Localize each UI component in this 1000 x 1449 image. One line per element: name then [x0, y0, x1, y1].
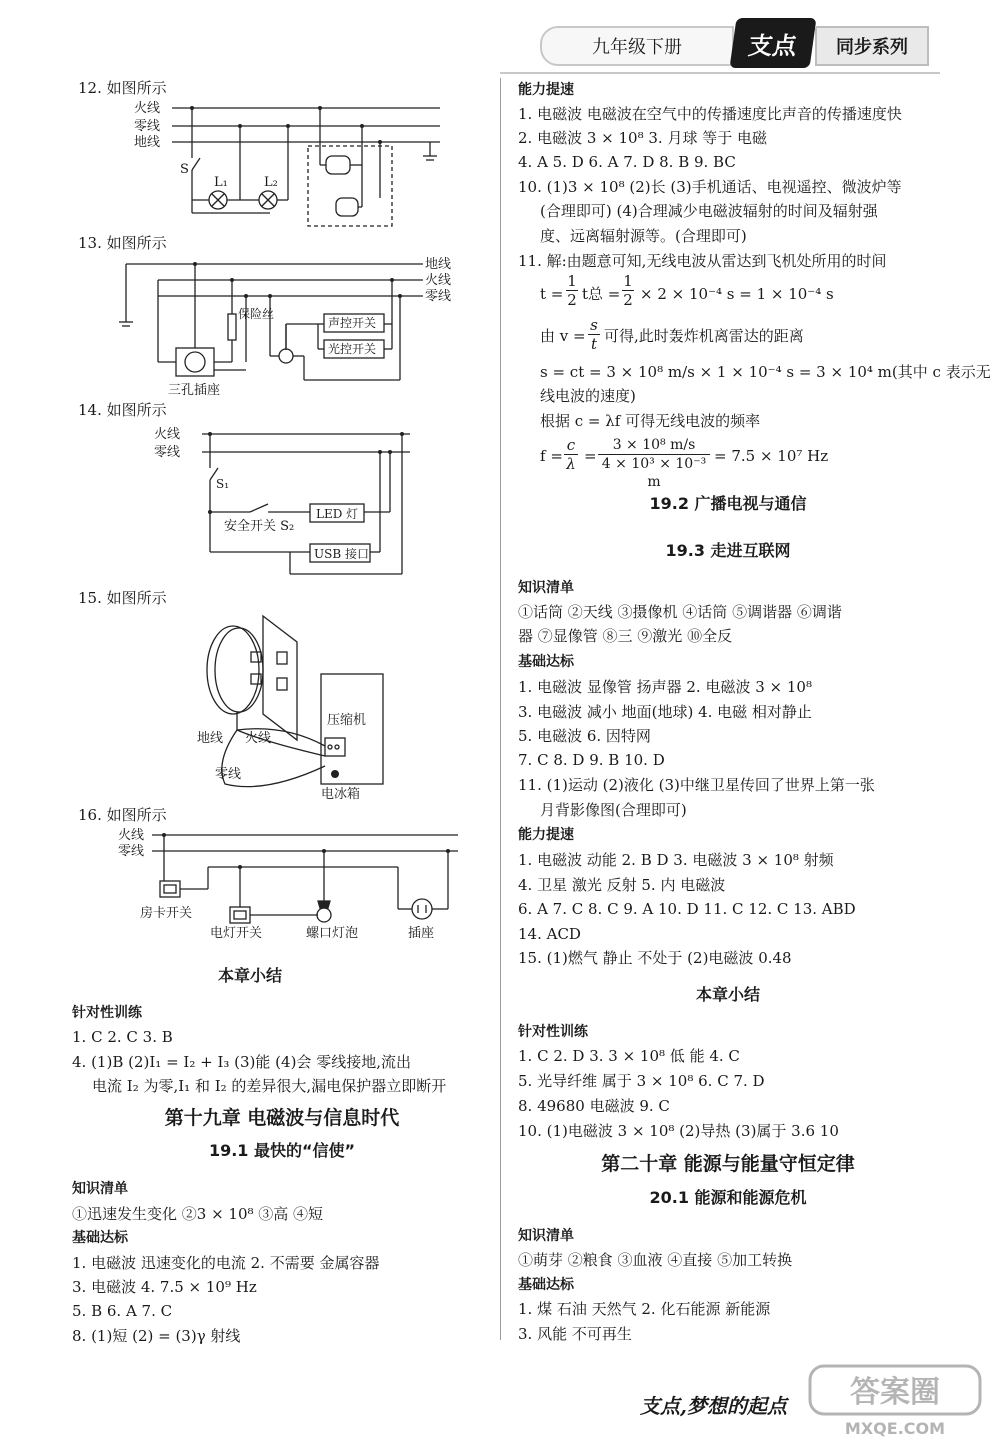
q12-title: 12. 如图所示 [78, 79, 167, 97]
right-c11a: 11. (1)运动 (2)液化 (3)中继卫星传回了世界上第一张 [518, 776, 875, 794]
right-c11b: 月背影像图(合理即可) [540, 801, 687, 819]
right-a1: 1. 电磁波 电磁波在空气中的传播速度比声音的传播速度快 [518, 105, 902, 123]
watermark-text: 答案圈 [850, 1375, 940, 1410]
left-knowledge-heading: 知识清单 [72, 1181, 128, 1197]
formula-5-fraction-1 [564, 436, 578, 473]
watermark [800, 1360, 990, 1440]
left-knowledge-line: ①迅速发生变化 ②3 × 10⁸ ③高 ④短 [72, 1205, 324, 1223]
right-a10a: 10. (1)3 × 10⁸ (2)长 (3)手机通话、电视遥控、微波炉等 [518, 178, 902, 196]
formula-5-numerator-1: c [566, 436, 576, 454]
right-a11: 11. 解:由题意可知,无线电波从雷达到飞机处所用的时间 [518, 252, 887, 270]
section-20-1-title: 20.1 能源和能源危机 [649, 1188, 807, 1207]
right-knowledge3-heading: 知识清单 [518, 1228, 574, 1244]
q13-fuse-label: 保险丝 [238, 307, 275, 321]
series-label: 同步系列 [815, 26, 929, 66]
right-a2: 2. 电磁波 3 × 10⁸ 3. 月球 等于 电磁 [518, 129, 767, 147]
q12-l1-label: L₁ [214, 175, 228, 190]
q12-circuit-diagram [130, 98, 450, 233]
right-knowledge-heading: 知识清单 [518, 580, 574, 596]
right-e5: 5. 光导纤维 属于 3 × 10⁸ 6. C 7. D [518, 1072, 765, 1090]
q13-fire-label: 火线 [425, 273, 452, 288]
q15-fridge-label: 电冰箱 [321, 787, 361, 802]
formula-2-numerator: s [590, 316, 598, 334]
right-practice-heading: 针对性训练 [518, 1024, 588, 1040]
q12-switch-label: S [180, 162, 189, 177]
formula-5-rhs: = 7.5 × 10⁷ Hz [714, 447, 829, 465]
column-divider [500, 78, 501, 1340]
right-a10c: 度、远离辐射源等。(合理即可) [540, 227, 747, 245]
section-19-1-title: 19.1 最快的“信使” [208, 1141, 356, 1160]
q15-fridge-diagram [185, 612, 395, 802]
q13-light-switch-label: 光控开关 [328, 342, 377, 356]
header-rule [500, 72, 940, 74]
right-c7: 7. C 8. D 9. B 10. D [518, 751, 665, 769]
formula-1-fraction-2 [622, 272, 634, 309]
right-a10b: (合理即可) (4)合理减少电磁波辐射的时间及辐射强 [540, 202, 878, 220]
right-d1: 1. 电磁波 动能 2. B D 3. 电磁波 3 × 10⁸ 射频 [518, 851, 834, 869]
q13-ground-label: 地线 [425, 257, 452, 272]
formula-1-numerator: 1 [567, 272, 577, 290]
left-p4b: 电流 I₂ 为零,I₁ 和 I₂ 的差异很大,漏电保护器立即断开 [92, 1077, 447, 1095]
formula-1-mid: t总 = [582, 285, 621, 303]
left-practice-heading: 针对性训练 [72, 1005, 142, 1021]
q16-circuit-diagram [118, 825, 468, 943]
left-basic-heading: 基础达标 [72, 1230, 128, 1246]
right-e10: 10. (1)电磁波 3 × 10⁸ (2)导热 (3)属于 3.6 10 [518, 1122, 839, 1140]
q12-fire-label: 火线 [134, 101, 161, 116]
grade-label: 九年级下册 [540, 26, 734, 66]
left-summary-title: 本章小结 [217, 966, 282, 985]
formula-2-denominator: t [588, 334, 600, 353]
formula-5-lhs: f = [540, 447, 563, 465]
right-d6: 6. A 7. C 8. C 9. A 10. D 11. C 12. C 13. ABD [518, 900, 856, 918]
q14-zero-label: 零线 [154, 445, 181, 460]
formula-2-post: 可得,此时轰炸机离雷达的距离 [604, 327, 804, 345]
q12-zero-label: 零线 [134, 119, 161, 134]
q12-ground-label: 地线 [134, 135, 161, 150]
right-basic3-heading: 基础达标 [518, 1277, 574, 1293]
right-e1: 1. C 2. D 3. 3 × 10⁸ 低 能 4. C [518, 1047, 740, 1065]
right-ability2-heading: 能力提速 [518, 827, 574, 843]
formula-2-fraction [588, 316, 600, 353]
formula-5-eq: = [584, 447, 597, 465]
q15-zero-label: 零线 [215, 767, 242, 782]
right-h3: 3. 风能 不可再生 [518, 1325, 632, 1343]
right-ability-heading: 能力提速 [518, 82, 574, 98]
left-p1: 1. C 2. C 3. B [72, 1028, 173, 1046]
q14-s2-label: 安全开关 S₂ [224, 519, 295, 534]
q16-bulb-label: 螺口灯泡 [306, 926, 359, 941]
chapter-20-title: 第二十章 能源与能量守恒定律 [601, 1153, 855, 1175]
q14-circuit-diagram [150, 422, 420, 582]
right-e8: 8. 49680 电磁波 9. C [518, 1097, 670, 1115]
chapter-19-title: 第十九章 电磁波与信息时代 [164, 1107, 400, 1129]
formula-1-fraction [566, 272, 578, 309]
q13-sound-switch-label: 声控开关 [328, 316, 377, 330]
right-c1: 1. 电磁波 显像管 扬声器 2. 电磁波 3 × 10⁸ [518, 678, 812, 696]
q13-socket-label: 三孔插座 [168, 383, 221, 398]
formula-4: 根据 c = λf 可得无线电波的频率 [540, 412, 761, 430]
formula-5-denominator-2: 4 × 10³ × 10⁻³ m [598, 454, 710, 491]
right-d15: 15. (1)燃气 静止 不处于 (2)电磁波 0.48 [518, 949, 792, 967]
left-b1: 1. 电磁波 迅速变化的电流 2. 不需要 金属容器 [72, 1254, 380, 1272]
formula-1-rhs: × 2 × 10⁻⁴ s = 1 × 10⁻⁴ s [640, 285, 834, 303]
formula-3b: 线电波的速度) [540, 387, 636, 405]
left-p4a: 4. (1)B (2)I₁ = I₂ + I₃ (3)能 (4)会 零线接地,流出 [72, 1053, 411, 1071]
formula-5-numerator-2: 3 × 10⁸ m/s [612, 437, 696, 453]
right-c3: 3. 电磁波 减小 地面(地球) 4. 电磁 相对静止 [518, 703, 812, 721]
q14-s1-label: S₁ [216, 477, 230, 491]
q16-lamp-switch-label: 电灯开关 [210, 926, 263, 941]
q14-usb-label: USB 接口 [314, 547, 369, 561]
q16-title: 16. 如图所示 [78, 806, 167, 824]
watermark-url: MXQE.COM [844, 1419, 946, 1438]
right-basic-heading: 基础达标 [518, 654, 574, 670]
formula-1-denominator-2: 2 [623, 291, 633, 309]
formula-1-lhs: t = [540, 285, 564, 303]
right-c5: 5. 电磁波 6. 因特网 [518, 727, 651, 745]
q16-card-switch-label: 房卡开关 [140, 906, 193, 921]
left-b5: 5. B 6. A 7. C [72, 1302, 173, 1320]
q15-title: 15. 如图所示 [78, 589, 167, 607]
right-g1: ①萌芽 ②粮食 ③血液 ④直接 ⑤加工转换 [518, 1251, 793, 1269]
q16-socket-label: 插座 [408, 926, 435, 941]
formula-3a: s = ct = 3 × 10⁸ m/s × 1 × 10⁻⁴ s = 3 × 10⁴ m(其中 c 表示无 [540, 363, 991, 381]
q14-fire-label: 火线 [154, 427, 181, 442]
right-summary-title: 本章小结 [695, 985, 760, 1004]
formula-2-pre: 由 v = [540, 327, 586, 345]
q14-led-label: LED 灯 [316, 507, 359, 521]
right-d4: 4. 卫星 激光 反射 5. 内 电磁波 [518, 876, 726, 894]
q15-compressor-label: 压缩机 [327, 713, 367, 728]
q12-l2-label: L₂ [264, 175, 278, 190]
q15-fire-label: 火线 [245, 731, 272, 746]
q16-zero-label: 零线 [118, 844, 145, 859]
q16-fire-label: 火线 [118, 828, 145, 843]
formula-5-denominator-1: λ [564, 454, 578, 473]
left-b8: 8. (1)短 (2) = (3)γ 射线 [72, 1327, 241, 1345]
section-19-2-title: 19.2 广播电视与通信 [649, 494, 807, 513]
q13-title: 13. 如图所示 [78, 234, 167, 252]
formula-5-fraction-2 [598, 436, 710, 491]
q13-circuit-diagram [118, 252, 463, 400]
brand-logo: 支点 [729, 18, 816, 68]
right-k1: ①话筒 ②天线 ③摄像机 ④话筒 ⑤调谐器 ⑥调谐 [518, 603, 842, 621]
q13-zero-label: 零线 [425, 289, 452, 304]
right-a4: 4. A 5. D 6. A 7. D 8. B 9. BC [518, 153, 736, 171]
section-19-3-title: 19.3 走进互联网 [665, 541, 791, 560]
formula-1-numerator-2: 1 [623, 272, 633, 290]
footer-slogan: 支点,梦想的起点 [640, 1394, 787, 1418]
q15-ground-label: 地线 [197, 731, 224, 746]
right-h1: 1. 煤 石油 天然气 2. 化石能源 新能源 [518, 1300, 771, 1318]
right-k2: 器 ⑦显像管 ⑧三 ⑨激光 ⑩全反 [518, 627, 733, 645]
formula-1-denominator: 2 [567, 291, 577, 309]
q14-title: 14. 如图所示 [78, 401, 167, 419]
left-b3: 3. 电磁波 4. 7.5 × 10⁹ Hz [72, 1278, 257, 1296]
right-d14: 14. ACD [518, 925, 581, 943]
